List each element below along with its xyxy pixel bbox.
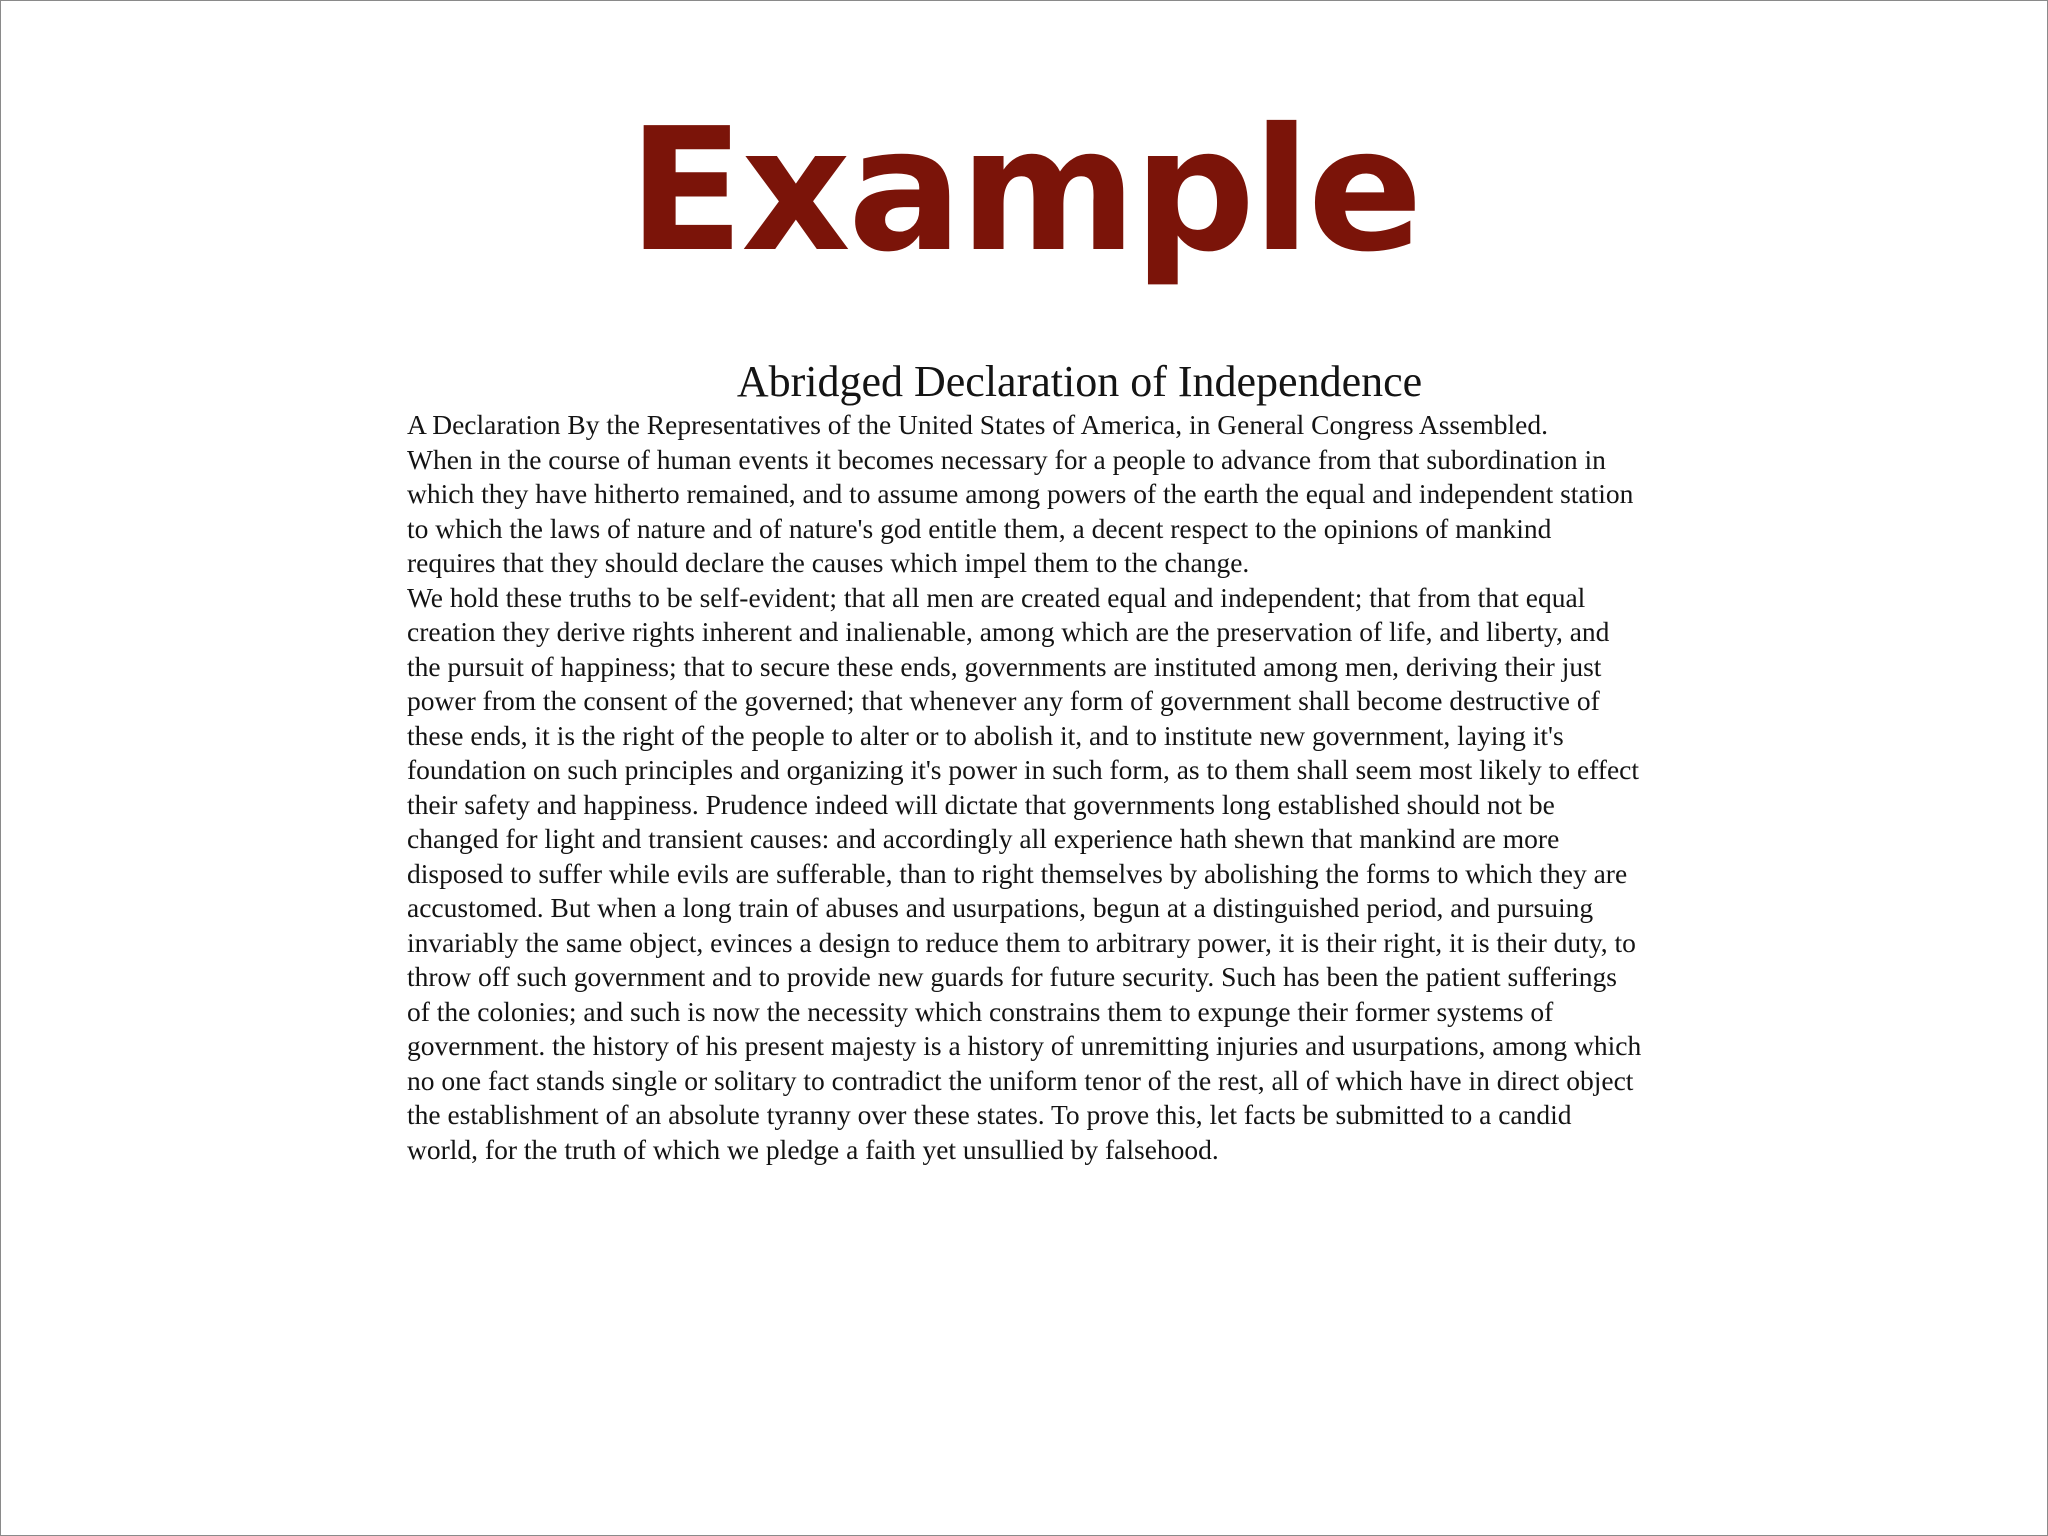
text-line: the establishment of an absolute tyranny over these states. To prove this, let facts be submitted to a candid xyxy=(407,1099,1572,1130)
text-line: invariably the same object, evinces a design to reduce them to arbitrary power, it is their right, it is their duty, to xyxy=(407,926,1636,958)
text-line: government. the history of his present majesty is a history of unremitting injuries and usurpations, among which xyxy=(407,1030,1642,1061)
text-line: A Declaration By the Representatives of the United States of America, in General Congress Assembled. xyxy=(407,409,1548,440)
text-line: foundation on such principles and organizing it's power in such form, as to them shall seem most likely to effect xyxy=(407,754,1640,785)
text-line: We hold these truths to be self-evident; that all men are created equal and independent; that from that equal xyxy=(407,581,1586,613)
text-line: which they have hitherto remained, and to assume among powers of the earth the equal and independent station xyxy=(407,478,1634,509)
text-line: accustomed. But when a long train of abuses and usurpations, begun at a distinguished period, and pursuing xyxy=(407,892,1594,923)
text-line: to which the laws of nature and of nature's god entitle them, a decent respect to the opinions of mankind xyxy=(407,512,1552,544)
declaration-text-block xyxy=(407,356,1807,1167)
text-line: When in the course of human events it becomes necessary for a people to advance from that subordination in xyxy=(407,443,1606,475)
text-line: creation they derive rights inherent and inalienable, among which are the preservation of life, and liberty, and xyxy=(407,616,1610,647)
text-line: requires that they should declare the causes which impel them to the change. xyxy=(407,547,1250,578)
text-line: of the colonies; and such is now the necessity which constrains them to expunge their former systems of xyxy=(407,995,1554,1027)
text-line: world, for the truth of which we pledge a faith yet unsullied by falsehood. xyxy=(407,1133,1219,1165)
text-line: power from the consent of the governed; that whenever any form of government shall become destructive of xyxy=(407,685,1600,716)
text-line: the pursuit of happiness; that to secure these ends, governments are instituted among men, deriving their just xyxy=(407,650,1602,682)
text-line: these ends, it is the right of the people to alter or to abolish it, and to institute new government, laying it's xyxy=(407,719,1564,751)
text-line: disposed to suffer while evils are sufferable, than to right themselves by abolishing the forms to which they are xyxy=(407,857,1628,889)
text-line: throw off such government and to provide new guards for future security. Such has been the patient sufferings xyxy=(407,961,1617,992)
text-line: their safety and happiness. Prudence indeed will dictate that governments long established should not be xyxy=(407,788,1555,820)
text-line: changed for light and transient causes: and accordingly all experience hath shewn that mankind are more xyxy=(407,823,1560,854)
slide-title: Example xyxy=(628,92,1420,290)
text-line: no one fact stands single or solitary to contradict the uniform tenor of the rest, all of which have in direct object xyxy=(407,1064,1634,1096)
document-heading: Abridged Declaration of Independence xyxy=(736,357,1423,406)
